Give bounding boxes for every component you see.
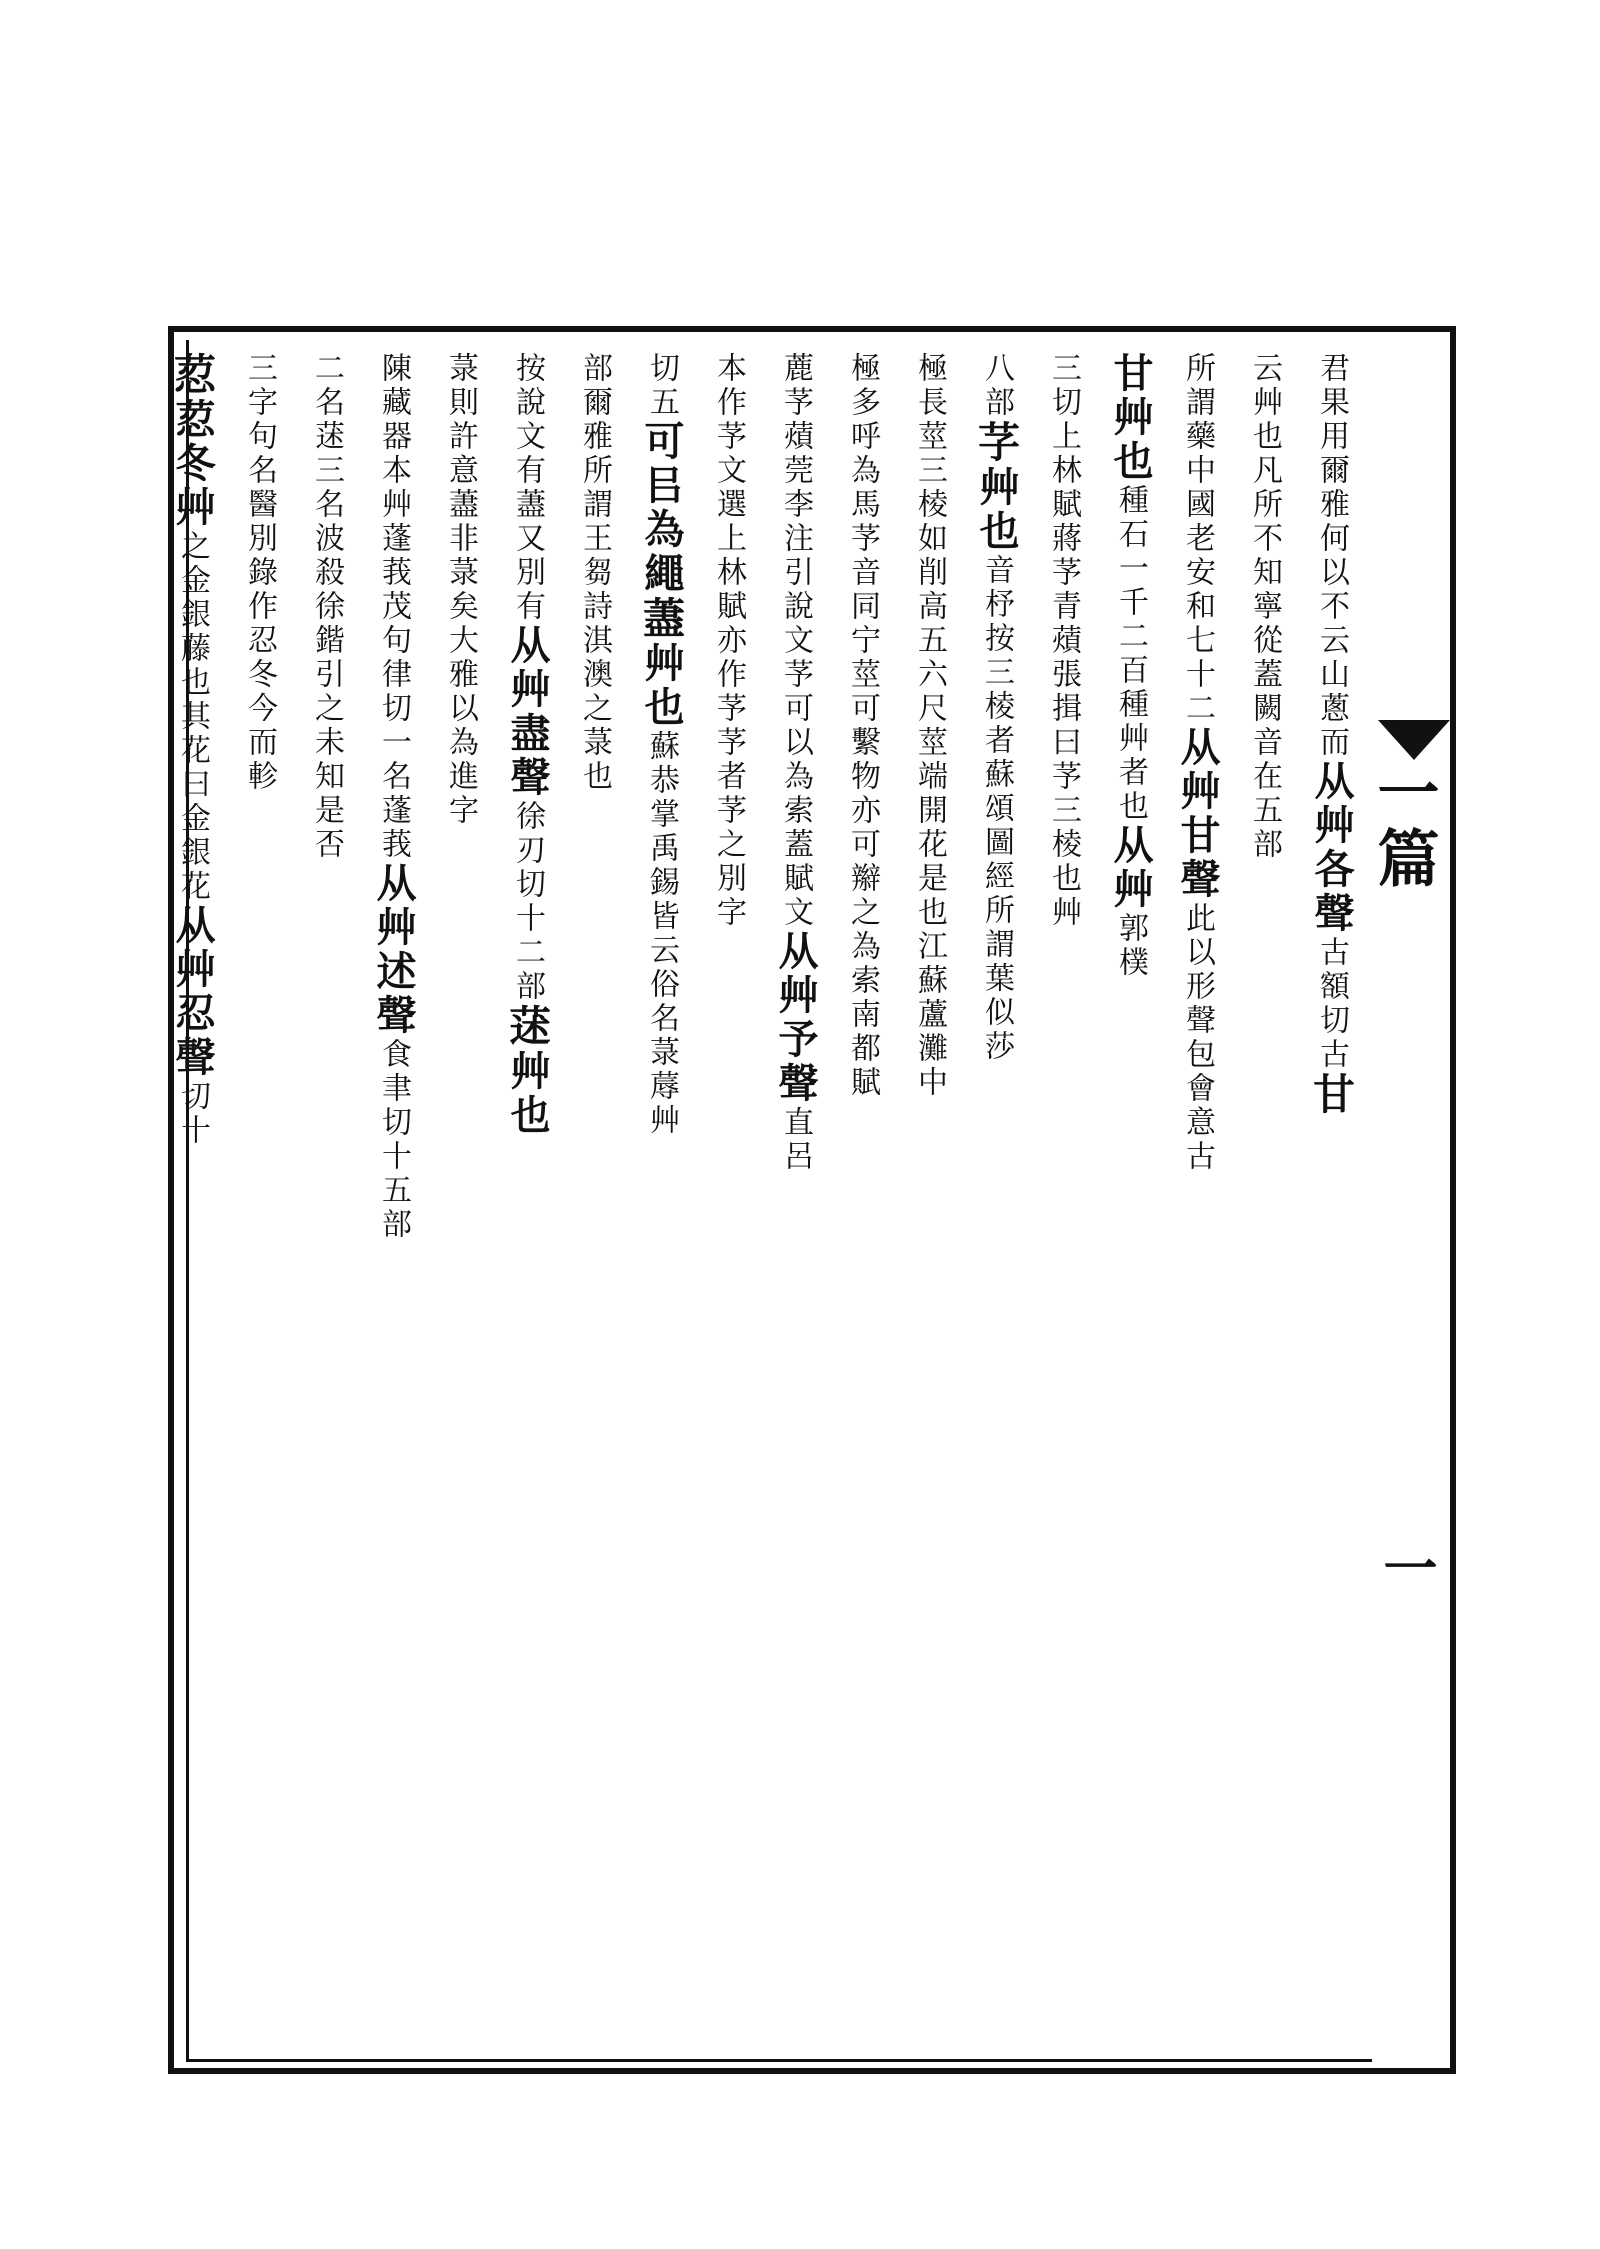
commentary-text: 極長莖三棱如削高五六尺莖端開花是也江蘇蘆灘中	[912, 352, 947, 1100]
main-text: 艸也	[638, 642, 685, 730]
commentary-text: 菉則許意藎非菉矣大雅以為進字	[443, 352, 478, 828]
commentary-text: 直呂	[778, 1106, 813, 1174]
commentary-text: 食聿切十五部	[376, 1038, 411, 1242]
main-text: 从艸各聲	[1308, 760, 1355, 936]
seal-character: 芓	[972, 420, 1021, 466]
commentary-text: 此以形聲包會意古	[1180, 902, 1215, 1174]
seal-character: 蒁	[503, 1004, 552, 1050]
margin-title: 一篇	[1367, 760, 1440, 892]
commentary-text: 三字句名醫別錄作忍冬今	[242, 352, 277, 726]
commentary-text: 君果用爾雅何以不云山蔥而	[1314, 352, 1349, 760]
main-text: 甘艸也	[1107, 352, 1154, 484]
seal-character: 甘	[1307, 1072, 1356, 1118]
commentary-text: 古額切古	[1314, 936, 1349, 1072]
text-column	[144, 352, 240, 2072]
main-text: 从艸甘聲	[1174, 726, 1221, 902]
main-text: 荵冬艸	[169, 398, 216, 530]
commentary-text: 云艸也凡所不知寧從蓋闕	[1247, 352, 1282, 726]
commentary-text: 極多呼為馬芧音同宁莖可繫物亦可辮之為索南都賦	[845, 352, 880, 1100]
commentary-text: 切十	[175, 1080, 210, 1148]
main-text: 从艸	[1107, 824, 1154, 912]
commentary-text: 二名蒁三名波殺徐鍇引之未知是否	[309, 352, 344, 862]
commentary-text: 音杼按三棱者蘇頌圖經所謂葉似莎	[979, 554, 1014, 1064]
main-text: 艸也	[504, 1050, 551, 1138]
commentary-text: 音在五部	[1247, 726, 1282, 862]
commentary-text: 陳藏器本艸蓬莪茂句律切一名蓬莪	[376, 352, 411, 862]
seal-character: 藎	[637, 596, 686, 642]
margin-page-number: 一	[1375, 1540, 1439, 1594]
commentary-text: 郭樸	[1113, 912, 1148, 980]
commentary-text: 八部	[979, 352, 1014, 420]
commentary-text: 按說文有藎又別有	[510, 352, 545, 624]
commentary-text: 部	[577, 352, 612, 386]
commentary-text: 本作芧文選上林賦亦作芧芧者芧之別字	[711, 352, 746, 930]
commentary-text: 艸	[1046, 896, 1081, 930]
main-text: 从艸予聲	[772, 930, 819, 1106]
commentary-text: 切五	[644, 352, 679, 420]
main-text: 从艸忍聲	[169, 904, 216, 1080]
main-text: 从艸述聲	[370, 862, 417, 1038]
commentary-text: 種石一千二百種艸者也	[1113, 484, 1148, 824]
main-text: 可㠯為繩	[638, 420, 685, 596]
commentary-text: 之金銀藤也其花曰金銀花	[175, 530, 210, 904]
commentary-text: 三切上林賦蔣芧青薠張揖曰芧三棱也	[1046, 352, 1081, 896]
commentary-text: 而軫	[242, 726, 277, 794]
commentary-text: 徐刃切十二部	[510, 800, 545, 1004]
commentary-text: 爾雅所謂王芻詩淇澳之菉也	[577, 386, 612, 794]
commentary-text: 所謂藥中國老安和七十二	[1180, 352, 1215, 726]
seal-character: 荵	[168, 352, 217, 398]
commentary-text: 蘇恭掌禹錫皆云俗名菉蓐艸	[644, 730, 679, 1138]
block-margin	[1367, 330, 1456, 2070]
fish-tail-mark	[1378, 720, 1450, 760]
main-text: 从艸盡聲	[504, 624, 551, 800]
commentary-text: 蔍芧薠莞李注引說文芧可以為索蓋賦文	[778, 352, 813, 930]
main-text: 艸也	[973, 466, 1020, 554]
